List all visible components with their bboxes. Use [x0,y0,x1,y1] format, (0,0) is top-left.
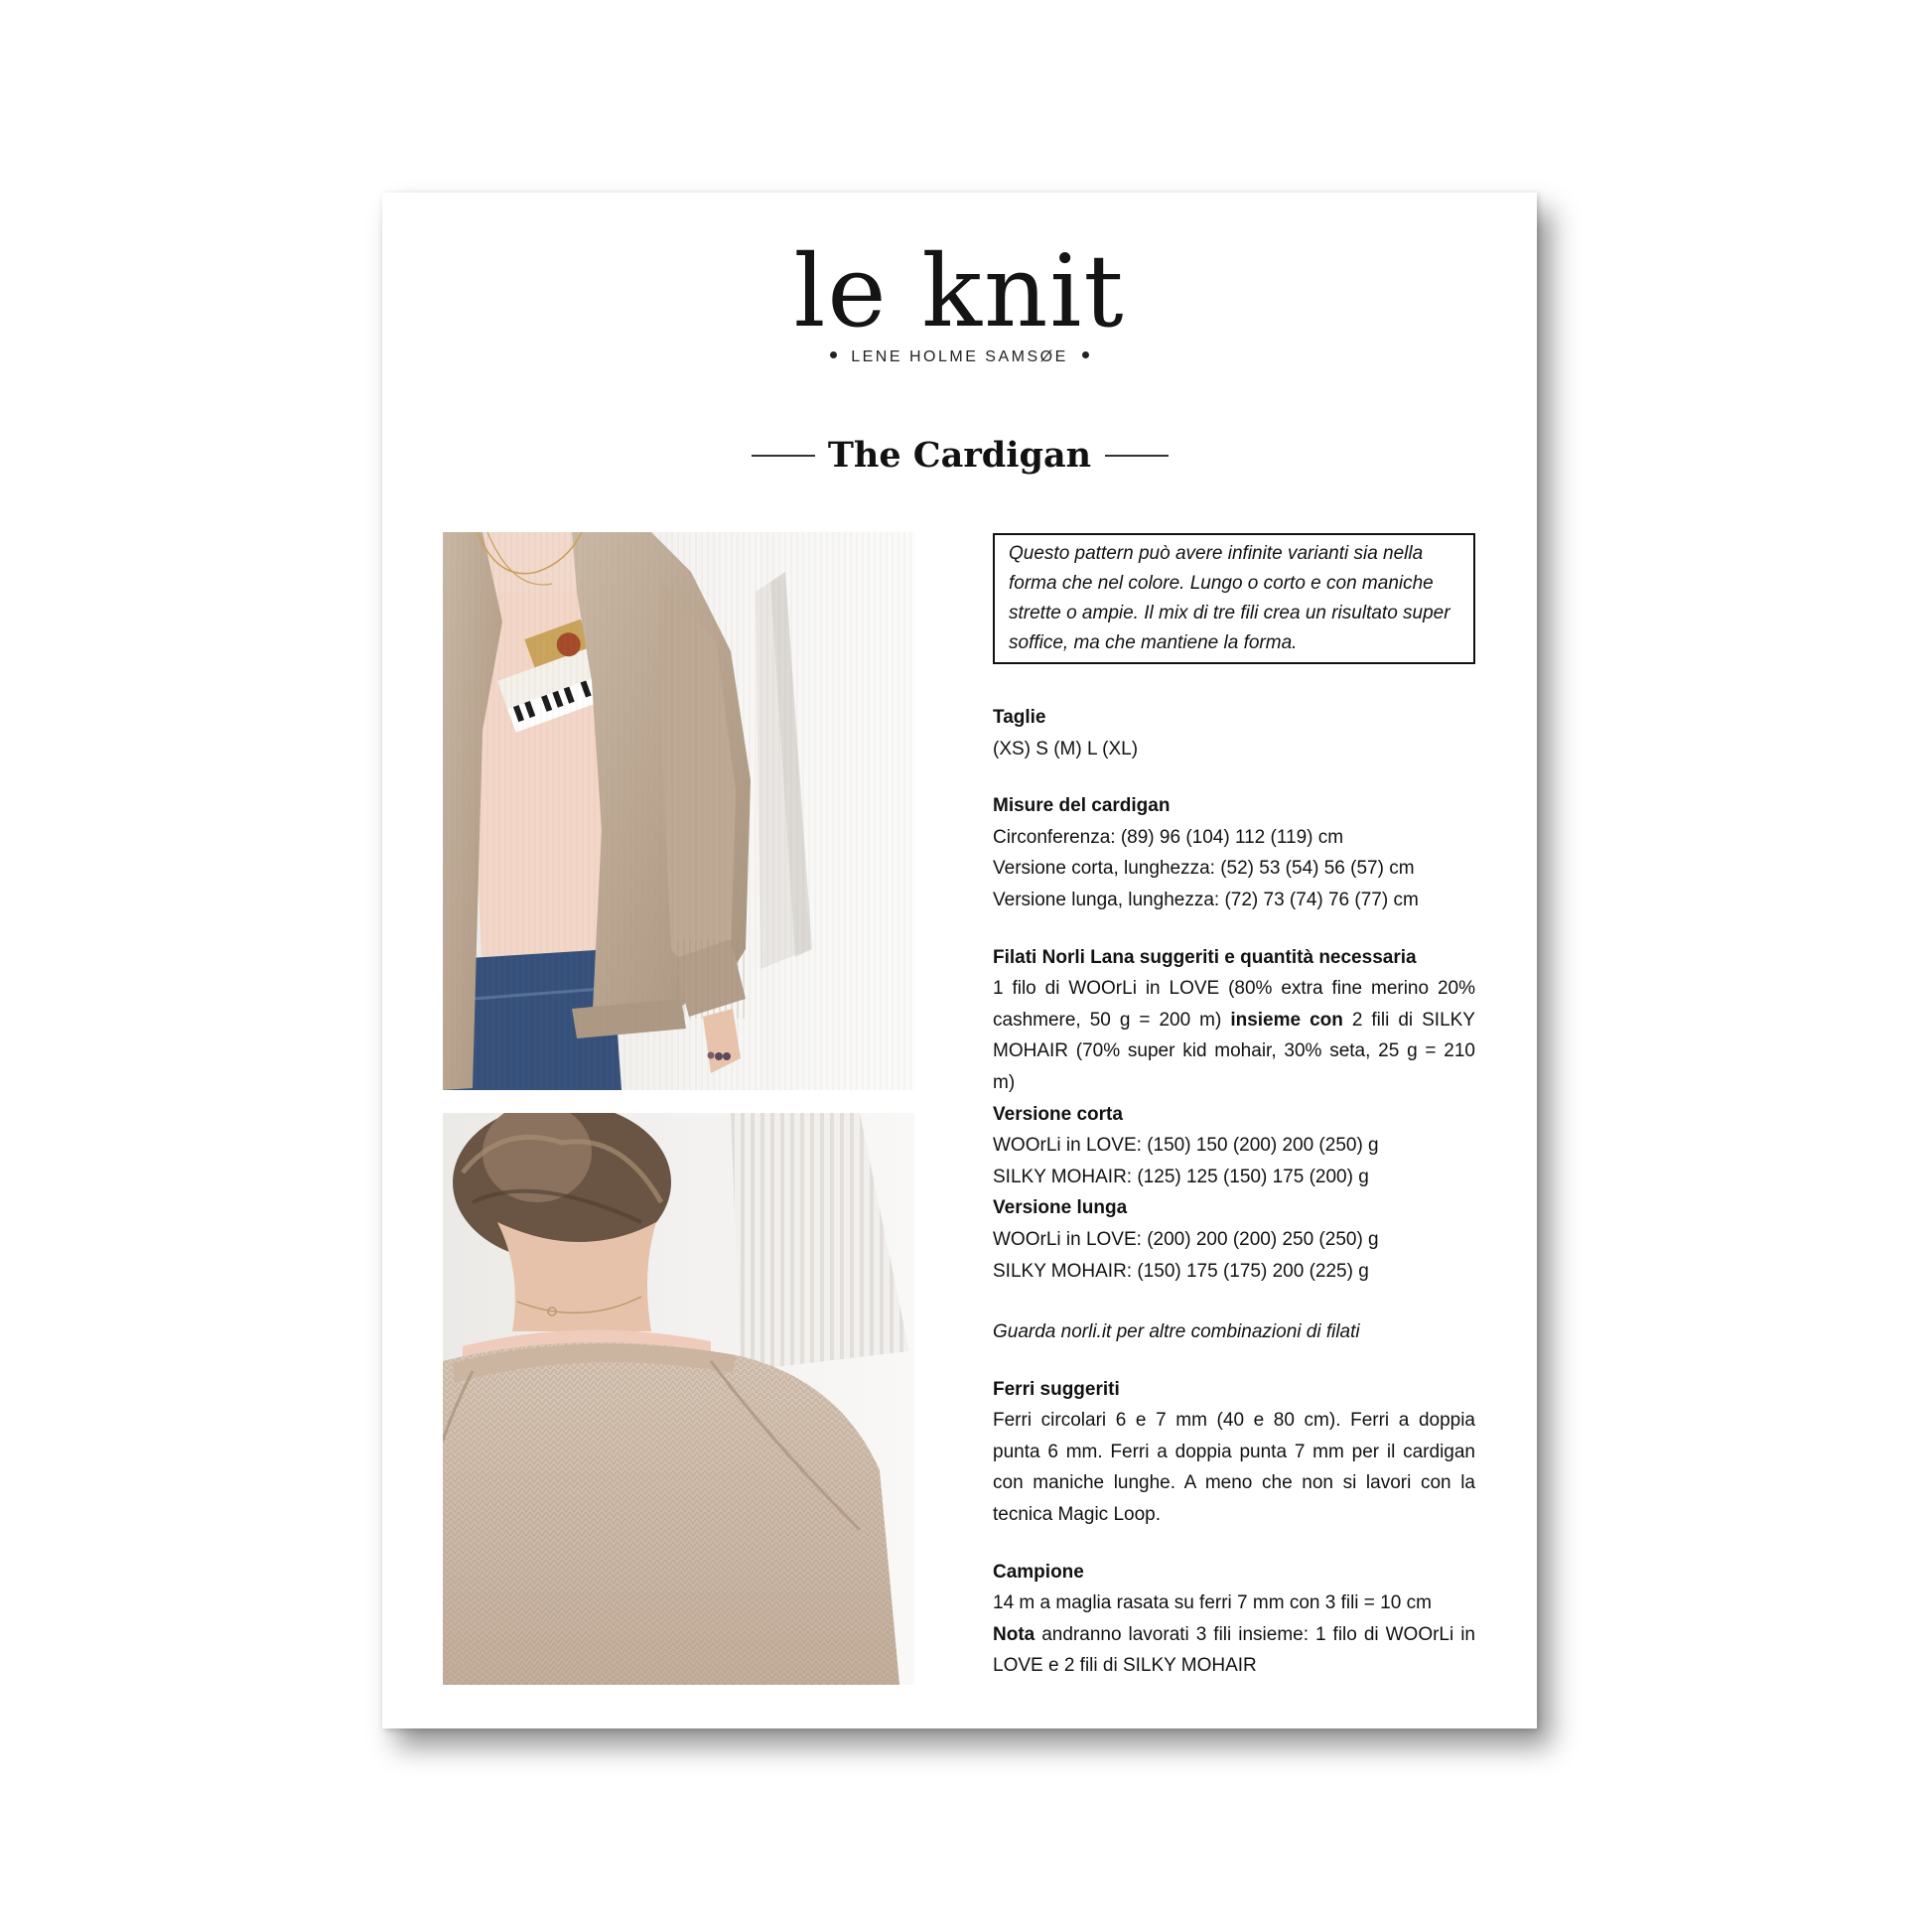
cardigan-back-illustration [443,1113,914,1685]
yarn-desc-part: 1 filo di WOOrLi in LOVE (80% extra fine merino 20% cashmere, 50 g = 200 m) [993,978,1475,1031]
cardigan-front-illustration [443,532,914,1090]
bullet-dot-icon [830,351,837,358]
measurements-heading: Misure del cardigan [993,795,1171,817]
designer-name: LENE HOLME SAMSØE [851,348,1068,365]
yarn-heading: Filati Norli Lana suggeriti e quantità necessaria [993,946,1417,968]
title-row [382,435,1537,475]
gauge-note-label: Nota [993,1623,1035,1645]
sizes-value: (XS) S (M) L (XL) [993,738,1139,759]
needles-text: Ferri circolari 6 e 7 mm (40 e 80 cm). Ferri a doppia punta 6 mm. Ferri a doppia punta 7 mm per il cardigan con maniche lunghe. A meno che non si lavori con la tecnica Magic Loop. [993,1410,1475,1526]
gauge-note [993,1619,1475,1682]
pattern-page [382,193,1537,1728]
long-version-line: WOOrLi in LOVE: (200) 200 (200) 250 (250) g [993,1228,1379,1250]
measurement-line: Circonferenza: (89) 96 (104) 112 (119) cm [993,826,1344,848]
intro-box: Questo pattern può avere infinite varianti sia nella forma che nel colore. Lungo o corto e con maniche strette o ampie. Il mix di tre fili crea un risultato super soffice, ma che mantiene la forma. [993,533,1475,664]
brand-logo: le knit [793,233,1126,349]
yarn-desc-part: 2 fili di SILKY MOHAIR (70% super kid mohair, 30% seta, 25 g = 210 m) [993,1009,1475,1093]
photo-cardigan-back [443,1113,914,1685]
gauge-heading: Campione [993,1561,1084,1583]
title-rule-right [1105,455,1169,457]
photo-cardigan-front [443,532,914,1090]
yarn-desc-bold: insieme con [1230,1009,1343,1031]
bullet-dot-icon [1082,351,1089,358]
gauge-note-text: andranno lavorati 3 fili insieme: 1 filo di WOOrLi in LOVE e 2 fili di SILKY MOHAIR [993,1623,1475,1677]
short-version-line: SILKY MOHAIR: (125) 125 (150) 175 (200) g [993,1166,1369,1187]
needles-heading: Ferri suggeriti [993,1378,1120,1400]
sizes-heading: Taglie [993,707,1046,728]
pattern-details [993,533,1475,1682]
long-version-line: SILKY MOHAIR: (150) 175 (175) 200 (225) g [993,1260,1369,1282]
measurement-line: Versione corta, lunghezza: (52) 53 (54) 56 (57) cm [993,858,1415,880]
designer-byline [382,348,1537,366]
short-version-heading: Versione corta [993,1103,1123,1125]
long-version-heading: Versione lunga [993,1197,1128,1219]
gauge-line: 14 m a maglia rasata su ferri 7 mm con 3 fili = 10 cm [993,1592,1432,1614]
measurement-line: Versione lunga, lunghezza: (72) 73 (74) 76 (77) cm [993,889,1419,910]
yarn-note: Guarda norli.it per altre combinazioni di filati [993,1321,1360,1343]
short-version-line: WOOrLi in LOVE: (150) 150 (200) 200 (250) g [993,1135,1379,1157]
yarn-description [993,973,1475,1098]
page-title: The Cardigan [827,435,1092,476]
